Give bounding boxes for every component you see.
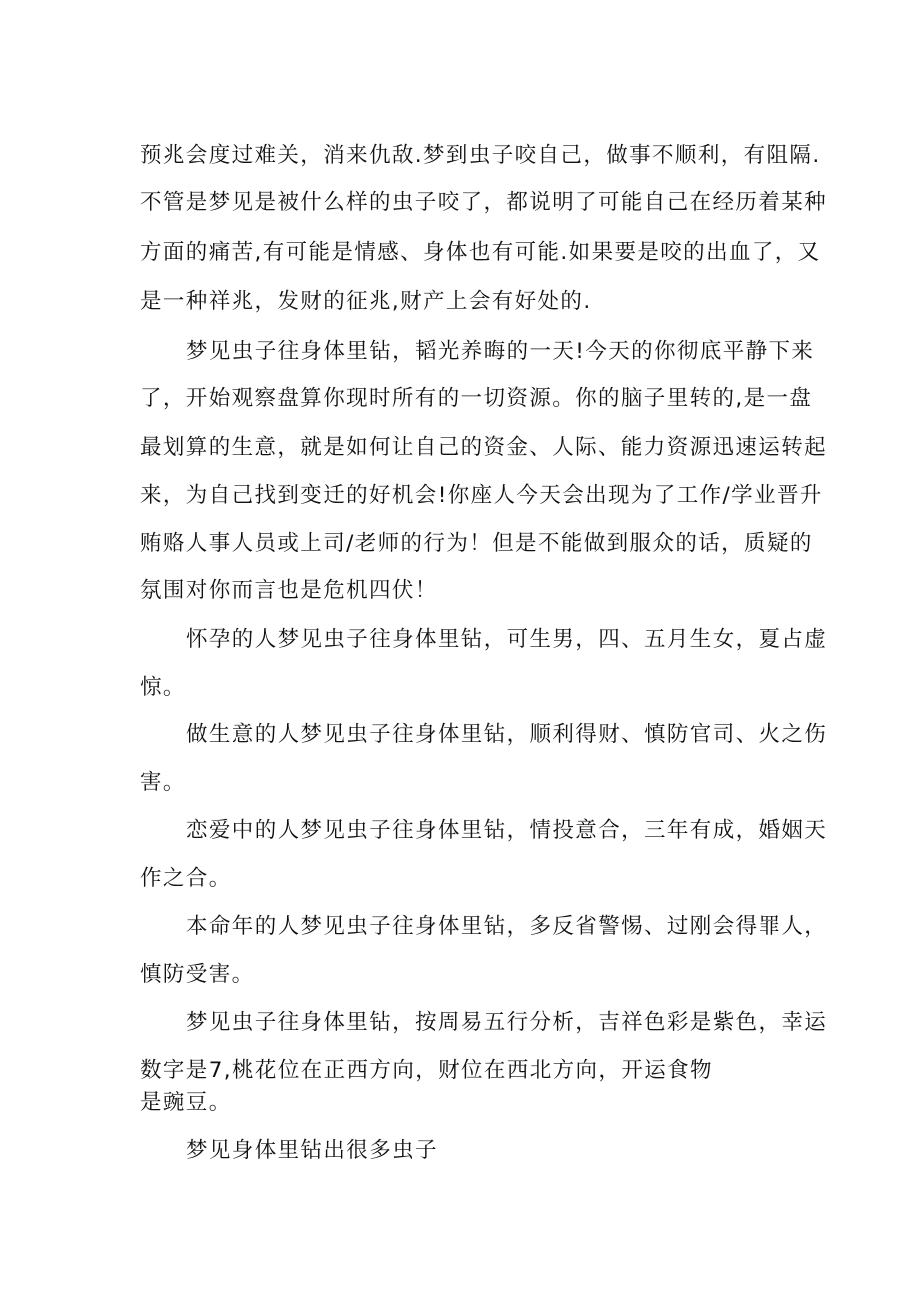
text-line-20: 数字是7,桃花位在正西方向，财位在西北方向，开运食物: [140, 1058, 713, 1083]
paragraph-love-first-line: 恋爱中的人梦见虫子往身体里钻，情投意合，三年有成，婚姻天: [186, 818, 828, 843]
text-line-4: 是一种祥兆，发财的征兆,财产上会有好处的.: [140, 289, 592, 314]
paragraph-business-first-line: 做生意的人梦见虫子往身体里钻，顺利得财、慎防官司、火之伤: [186, 722, 828, 747]
section-heading: 梦见身体里钻出很多虫子: [186, 1138, 438, 1163]
text-line-1: 预兆会度过难关，消来仇敌.梦到虫子咬自己，做事不顺利，有阻隔.: [140, 143, 821, 168]
paragraph-intro-first-line: 梦见虫子往身体里钻，韬光养晦的一天!今天的你彻底平静下来: [186, 339, 815, 364]
text-line-9: 贿赂人事人员或上司/老师的行为！但是不能做到服众的话，质疑的: [140, 531, 813, 556]
text-line-7: 最划算的生意，就是如何让自己的资金、人际、能力资源迅速运转起: [140, 435, 828, 460]
text-line-18: 慎防受害。: [140, 962, 255, 987]
paragraph-fortune-first-line: 梦见虫子往身体里钻，按周易五行分析，吉祥色彩是紫色，幸运: [186, 1010, 828, 1035]
text-line-3: 方面的痛苦,有可能是情感、身体也有可能.如果要是咬的出血了，又: [140, 240, 821, 265]
text-line-21: 是豌豆。: [140, 1090, 232, 1115]
paragraph-pregnant-first-line: 怀孕的人梦见虫子往身体里钻，可生男，四、五月生女，夏占虚: [186, 627, 828, 652]
text-line-12: 惊。: [140, 675, 186, 700]
text-line-14: 害。: [140, 770, 186, 795]
text-line-2: 不管是梦见是被什么样的虫子咬了，都说明了可能自己在经历着某种: [140, 190, 828, 215]
text-line-8: 来，为自己找到变迁的好机会!你座人今天会出现为了工作/学业晋升: [140, 483, 823, 508]
text-line-16: 作之合。: [140, 866, 232, 891]
paragraph-zodiac-year-first-line: 本命年的人梦见虫子往身体里钻，多反省警惕、过刚会得罪人，: [186, 914, 828, 939]
text-line-6: 了，开始观察盘算你现时所有的一切资源。你的脑子里转的,是一盘: [140, 386, 813, 411]
text-line-10: 氛围对你而言也是危机四伏！: [140, 578, 438, 603]
